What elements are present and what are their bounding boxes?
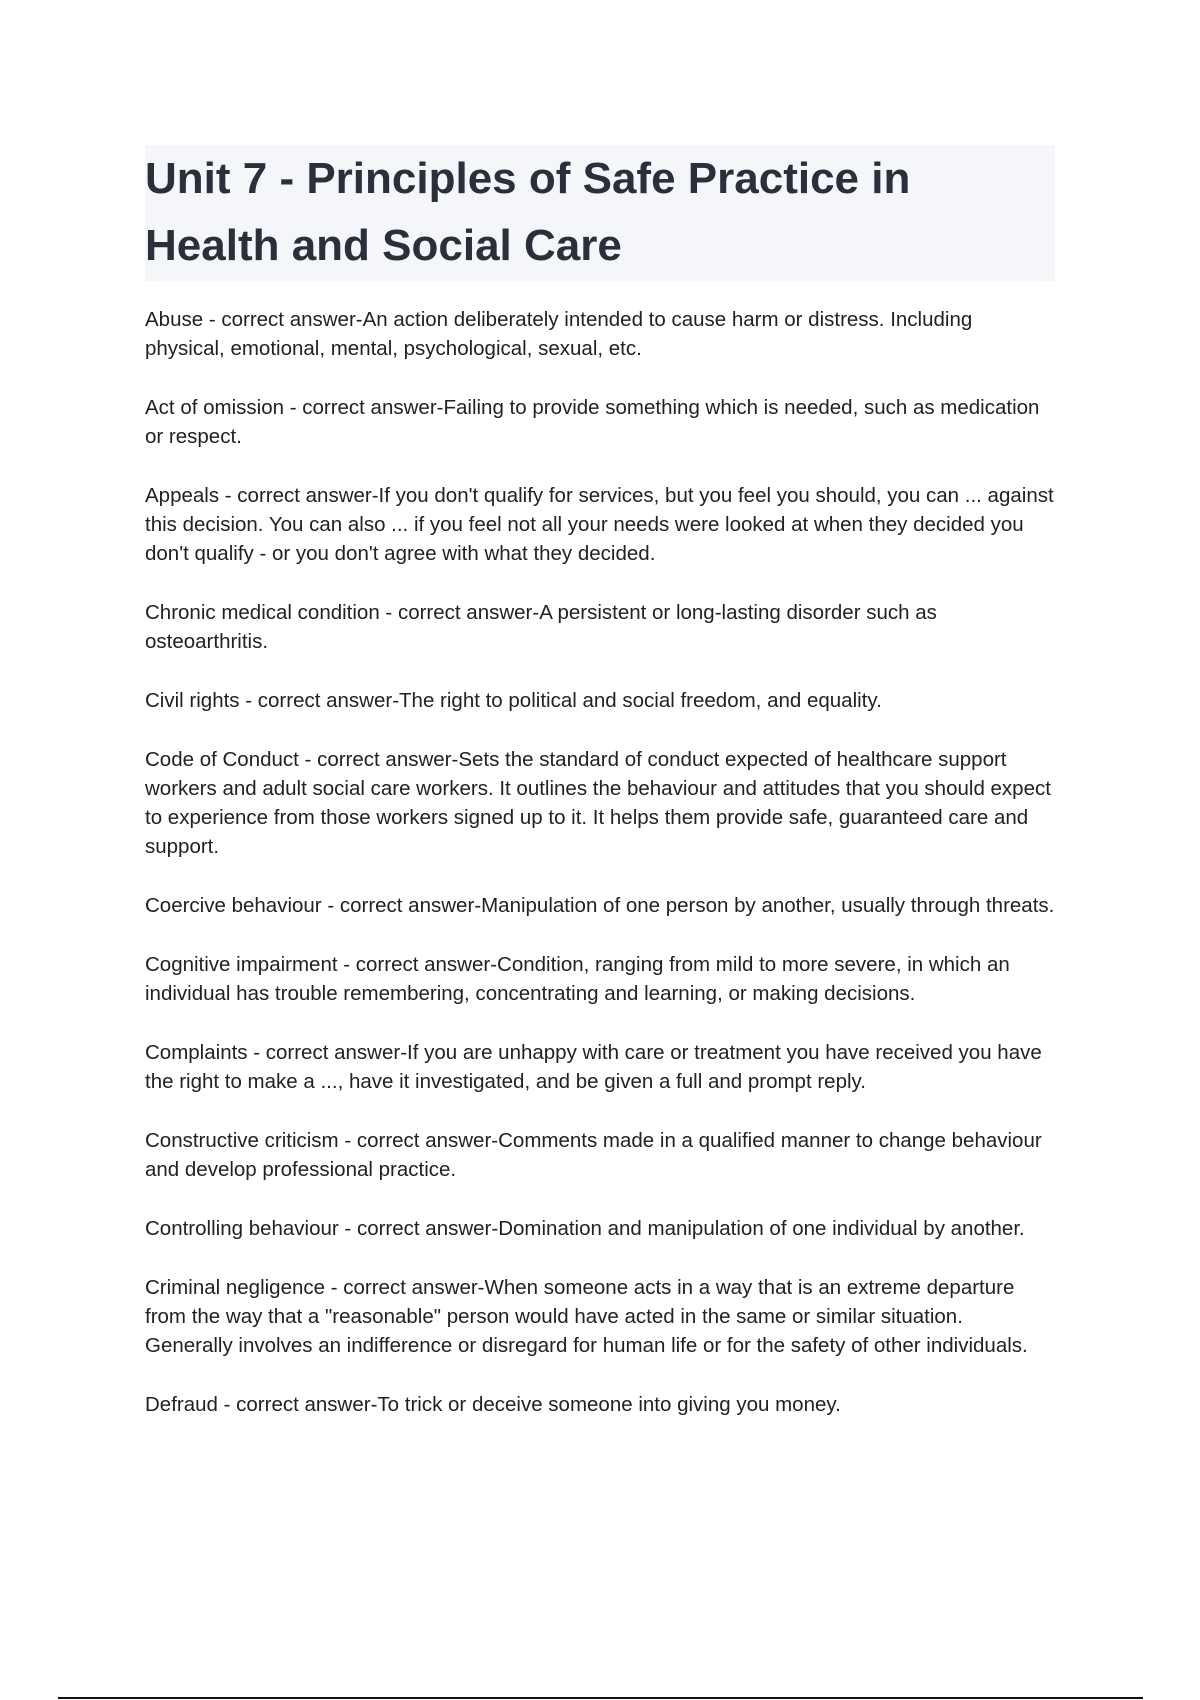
glossary-entry-act-of-omission: Act of omission - correct answer-Failing to provide something which is needed, such as medication or respect. xyxy=(145,396,1040,448)
glossary-entry-criminal-negligence: Criminal negligence - correct answer-When someone acts in a way that is an extreme departure from the way that a "reasonable" person would have acted in the same or similar situation. Generally involves an indifference or disregard for human life or for the safety of other individuals. xyxy=(145,1276,1028,1357)
title-block xyxy=(145,145,1055,281)
page-title: Unit 7 - Principles of Safe Practice in Health and Social Care xyxy=(145,154,911,270)
glossary-list xyxy=(145,305,1055,1449)
glossary-entry-constructive-criticism: Constructive criticism - correct answer-Comments made in a qualified manner to change behaviour and develop professional practice. xyxy=(145,1129,1042,1181)
glossary-entry-chronic-medical-condition: Chronic medical condition - correct answer-A persistent or long-lasting disorder such as osteoarthritis. xyxy=(145,601,937,653)
glossary-entry-controlling-behaviour: Controlling behaviour - correct answer-Domination and manipulation of one individual by another. xyxy=(145,1217,1025,1240)
glossary-entry-appeals: Appeals - correct answer-If you don't qualify for services, but you feel you should, you can ... against this decision. You can also ... if you feel not all your needs were looked at when they decided you don't qualify - or you don't agree with what they decided. xyxy=(145,484,1054,565)
footer-divider xyxy=(58,1697,1143,1699)
glossary-entry-abuse: Abuse - correct answer-An action deliberately intended to cause harm or distress. Including physical, emotional, mental, psychological, sexual, etc. xyxy=(145,308,973,360)
glossary-entry-defraud: Defraud - correct answer-To trick or deceive someone into giving you money. xyxy=(145,1393,841,1416)
glossary-entry-cognitive-impairment: Cognitive impairment - correct answer-Condition, ranging from mild to more severe, in which an individual has trouble remembering, concentrating and learning, or making decisions. xyxy=(145,953,1010,1005)
glossary-entry-civil-rights: Civil rights - correct answer-The right to political and social freedom, and equality. xyxy=(145,689,882,712)
glossary-entry-coercive-behaviour: Coercive behaviour - correct answer-Manipulation of one person by another, usually through threats. xyxy=(145,894,1055,917)
glossary-entry-complaints: Complaints - correct answer-If you are unhappy with care or treatment you have received you have the right to make a ..., have it investigated, and be given a full and prompt reply. xyxy=(145,1041,1042,1093)
glossary-entry-code-of-conduct: Code of Conduct - correct answer-Sets the standard of conduct expected of healthcare support workers and adult social care workers. It outlines the behaviour and attitudes that you should expect to experience from those workers signed up to it. It helps them provide safe, guaranteed care and support. xyxy=(145,748,1051,858)
